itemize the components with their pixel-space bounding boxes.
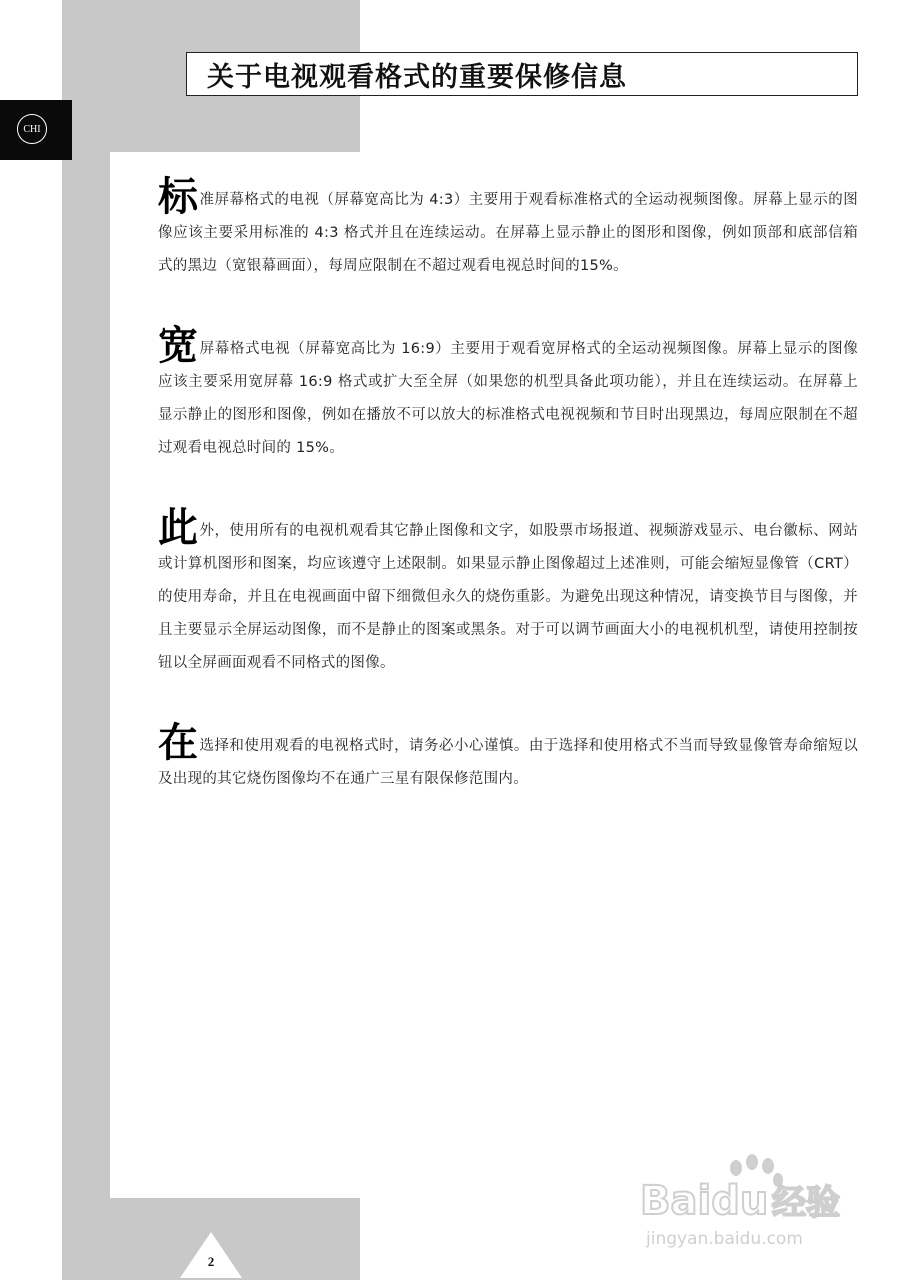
dropcap: 标 <box>158 173 199 220</box>
paragraph-widescreen-format <box>158 322 858 465</box>
page-title: 关于电视观看格式的重要保修信息 <box>207 61 627 93</box>
dropcap: 在 <box>158 719 199 766</box>
paragraph-warranty-note <box>158 719 858 796</box>
page-title-box <box>186 52 858 96</box>
page-number: 2 <box>207 1254 215 1269</box>
language-badge: CHI <box>17 114 47 144</box>
watermark-brand: Baidu <box>640 1178 769 1224</box>
left-gray-margin <box>62 0 110 1280</box>
document-body <box>158 173 858 842</box>
baidu-jingyan-watermark <box>640 1152 880 1252</box>
language-tab <box>0 100 72 160</box>
paragraph-static-images <box>158 504 858 680</box>
dropcap: 此 <box>158 504 199 551</box>
paragraph-text: 屏幕格式电视（屏幕宽高比为 16:9）主要用于观看宽屏格式的全运动视频图像。屏幕上显示的图像应该主要采用宽屏幕 16:9 格式或扩大至全屏（如果您的机型具备此项功能），并且在连续运动。在屏幕上显示静止的图形和图像，例如在播放不可以放大的标准格式电视视频和节目时出现黑边，每周应限制在不超过观看电视总时间的 15%。 <box>158 341 858 456</box>
watermark-brand-cn: 经验 <box>772 1183 840 1223</box>
dropcap: 宽 <box>158 322 199 369</box>
paragraph-text: 选择和使用观看的电视格式时，请务必小心谨慎。由于选择和使用格式不当而导致显像管寿命缩短以及出现的其它烧伤图像均不在通广三星有限保修范围内。 <box>158 738 858 787</box>
paragraph-text: 外，使用所有的电视机观看其它静止图像和文字，如股票市场报道、视频游戏显示、电台徽标、网站或计算机图形和图案，均应该遵守上述限制。如果显示静止图像超过上述准则，可能会缩短显像管（CRT）的使用寿命，并且在电视画面中留下细微但永久的烧伤重影。为避免出现这种情况，请变换节目与图像，并且主要显示全屏运动图像，而不是静止的图案或黑条。对于可以调节画面大小的电视机机型，请使用控制按钮以全屏画面观看不同格式的图像。 <box>158 523 858 671</box>
paragraph-text: 准屏幕格式的电视（屏幕宽高比为 4:3）主要用于观看标准格式的全运动视频图像。屏幕上显示的图像应该主要采用标准的 4:3 格式并且在连续运动。在屏幕上显示静止的图形和图像，例如顶部和底部信箱式的黑边（宽银幕画面），每周应限制在不超过观看电视总时间的15%。 <box>158 192 858 274</box>
paragraph-standard-format <box>158 173 858 283</box>
watermark-url: jingyan.baidu.com <box>646 1229 803 1249</box>
